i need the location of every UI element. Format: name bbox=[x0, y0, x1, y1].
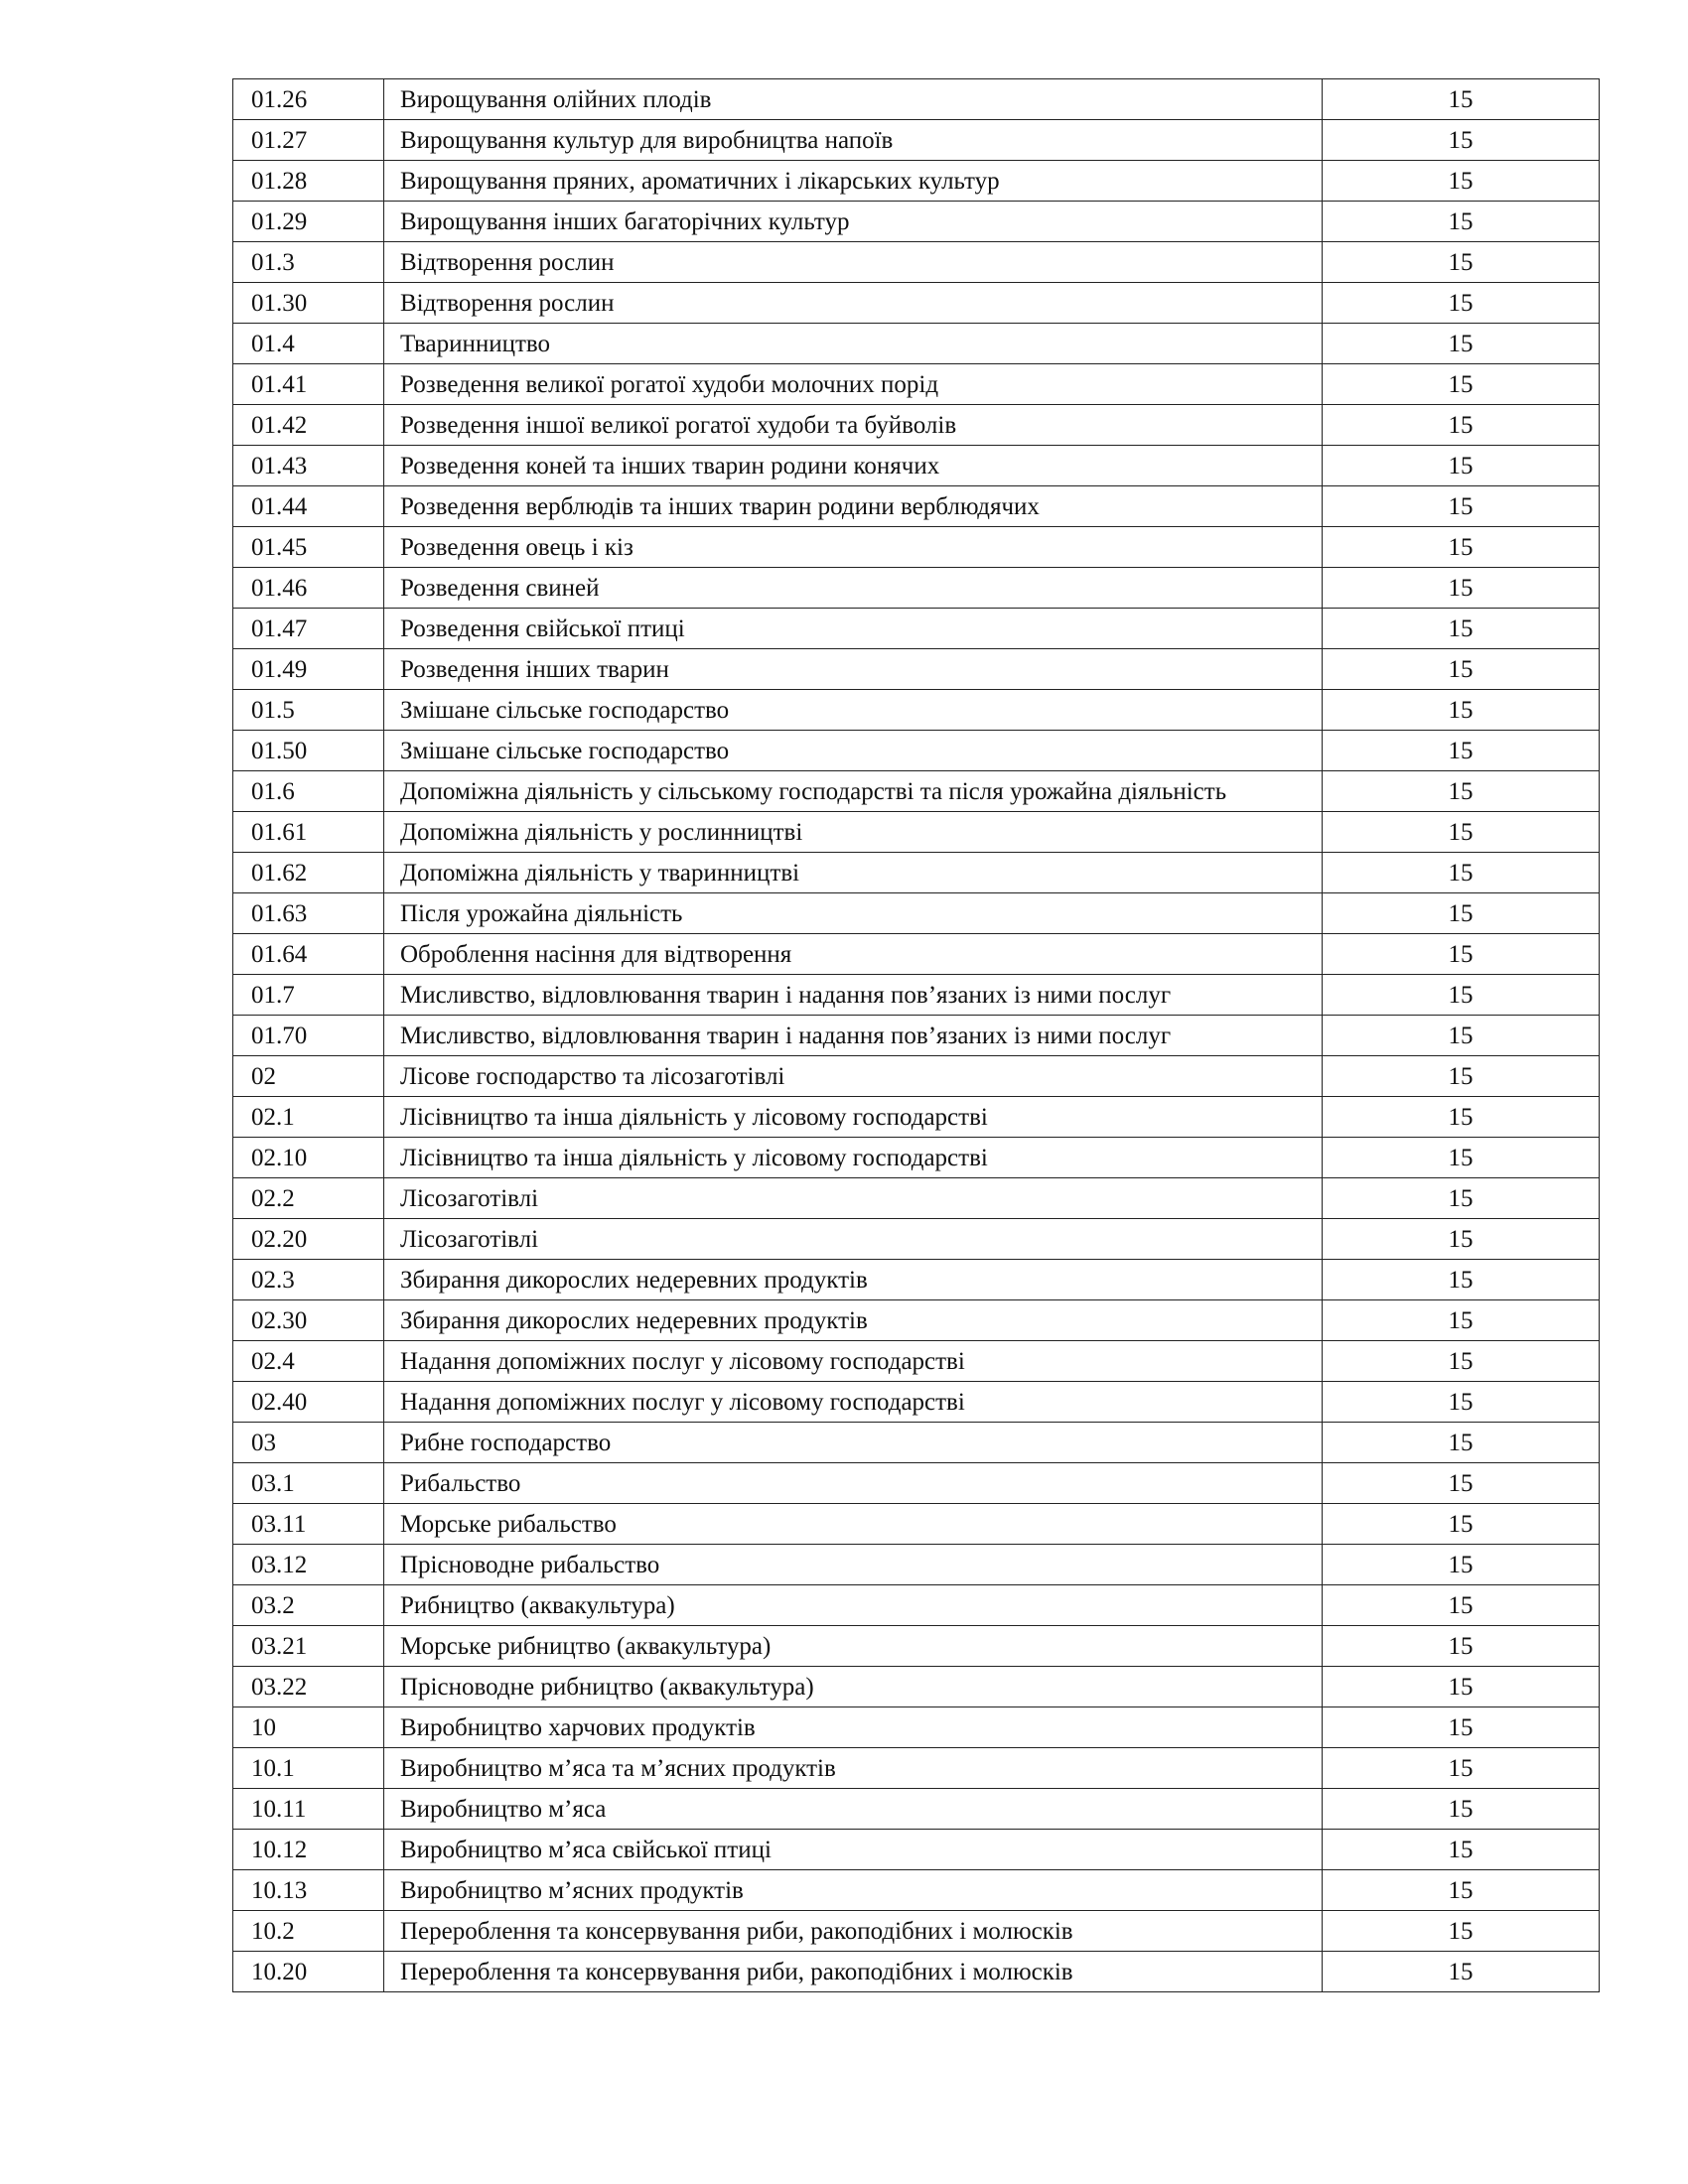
table-row bbox=[233, 1260, 1600, 1300]
table-row bbox=[233, 568, 1600, 609]
table-row bbox=[233, 1097, 1600, 1138]
activity-code-cell: 02.40 bbox=[233, 1382, 384, 1423]
activity-code-cell: 03.1 bbox=[233, 1463, 384, 1504]
rate-cell: 15 bbox=[1323, 1504, 1600, 1545]
activity-code-cell: 01.3 bbox=[233, 242, 384, 283]
table-row bbox=[233, 446, 1600, 486]
table-row bbox=[233, 771, 1600, 812]
rate-cell: 15 bbox=[1323, 812, 1600, 853]
activity-code-cell: 10.20 bbox=[233, 1952, 384, 1992]
rate-cell: 15 bbox=[1323, 1707, 1600, 1748]
activity-code-cell: 10.1 bbox=[233, 1748, 384, 1789]
activity-name-cell: Розведення свійської птиці bbox=[384, 609, 1323, 649]
table-row bbox=[233, 527, 1600, 568]
activity-name-cell: Надання допоміжних послуг у лісовому господарстві bbox=[384, 1341, 1323, 1382]
table-row bbox=[233, 893, 1600, 934]
rate-cell: 15 bbox=[1323, 364, 1600, 405]
activity-code-cell: 03 bbox=[233, 1423, 384, 1463]
table-row bbox=[233, 283, 1600, 324]
table-row bbox=[233, 324, 1600, 364]
activity-name-cell: Перероблення та консервування риби, ракоподібних і молюсків bbox=[384, 1911, 1323, 1952]
table-row bbox=[233, 1626, 1600, 1667]
activity-code-cell: 01.5 bbox=[233, 690, 384, 731]
activity-code-cell: 02.1 bbox=[233, 1097, 384, 1138]
activity-name-cell: Збирання дикорослих недеревних продуктів bbox=[384, 1300, 1323, 1341]
activity-name-cell: Лісівництво та інша діяльність у лісовому господарстві bbox=[384, 1138, 1323, 1178]
table-row bbox=[233, 975, 1600, 1016]
activity-code-cell: 03.21 bbox=[233, 1626, 384, 1667]
activity-code-cell: 01.27 bbox=[233, 120, 384, 161]
activity-name-cell: Прісноводне рибництво (аквакультура) bbox=[384, 1667, 1323, 1707]
rate-cell: 15 bbox=[1323, 1056, 1600, 1097]
table-row bbox=[233, 1016, 1600, 1056]
rate-cell: 15 bbox=[1323, 1097, 1600, 1138]
rate-cell: 15 bbox=[1323, 1789, 1600, 1830]
rate-cell: 15 bbox=[1323, 934, 1600, 975]
rate-cell: 15 bbox=[1323, 1138, 1600, 1178]
activity-code-cell: 01.64 bbox=[233, 934, 384, 975]
activity-code-cell: 10.13 bbox=[233, 1870, 384, 1911]
table-row bbox=[233, 1423, 1600, 1463]
activity-code-cell: 01.62 bbox=[233, 853, 384, 893]
activity-code-cell: 01.28 bbox=[233, 161, 384, 202]
activity-code-cell: 01.44 bbox=[233, 486, 384, 527]
activity-name-cell: Виробництво м’яса свійської птиці bbox=[384, 1830, 1323, 1870]
rate-cell: 15 bbox=[1323, 1830, 1600, 1870]
rate-cell: 15 bbox=[1323, 690, 1600, 731]
table-row bbox=[233, 1300, 1600, 1341]
activity-name-cell: Збирання дикорослих недеревних продуктів bbox=[384, 1260, 1323, 1300]
activity-name-cell: Розведення великої рогатої худоби молочних порід bbox=[384, 364, 1323, 405]
activity-code-cell: 01.29 bbox=[233, 202, 384, 242]
table-row bbox=[233, 1219, 1600, 1260]
activity-code-cell: 01.45 bbox=[233, 527, 384, 568]
table-row bbox=[233, 161, 1600, 202]
table-row bbox=[233, 1952, 1600, 1992]
table-row bbox=[233, 609, 1600, 649]
rate-cell: 15 bbox=[1323, 1341, 1600, 1382]
table-row bbox=[233, 1138, 1600, 1178]
activity-name-cell: Лісове господарство та лісозаготівлі bbox=[384, 1056, 1323, 1097]
activity-code-cell: 01.63 bbox=[233, 893, 384, 934]
activity-name-cell: Змішане сільське господарство bbox=[384, 731, 1323, 771]
table-row bbox=[233, 812, 1600, 853]
activity-name-cell: Допоміжна діяльність у рослинництві bbox=[384, 812, 1323, 853]
activity-code-cell: 02.3 bbox=[233, 1260, 384, 1300]
activity-name-cell: Вирощування культур для виробництва напоїв bbox=[384, 120, 1323, 161]
activity-name-cell: Надання допоміжних послуг у лісовому господарстві bbox=[384, 1382, 1323, 1423]
rate-cell: 15 bbox=[1323, 1016, 1600, 1056]
activity-name-cell: Виробництво м’яса та м’ясних продуктів bbox=[384, 1748, 1323, 1789]
table-row bbox=[233, 405, 1600, 446]
activity-code-cell: 01.46 bbox=[233, 568, 384, 609]
activity-name-cell: Рибальство bbox=[384, 1463, 1323, 1504]
table-row bbox=[233, 120, 1600, 161]
table-row bbox=[233, 1504, 1600, 1545]
activity-name-cell: Оброблення насіння для відтворення bbox=[384, 934, 1323, 975]
table-row bbox=[233, 1545, 1600, 1585]
activity-code-cell: 02.30 bbox=[233, 1300, 384, 1341]
activity-name-cell: Тваринництво bbox=[384, 324, 1323, 364]
activity-name-cell: Вирощування олійних плодів bbox=[384, 79, 1323, 120]
activity-code-cell: 01.6 bbox=[233, 771, 384, 812]
activity-code-cell: 01.50 bbox=[233, 731, 384, 771]
table-row bbox=[233, 731, 1600, 771]
activity-code-cell: 01.4 bbox=[233, 324, 384, 364]
rate-cell: 15 bbox=[1323, 1219, 1600, 1260]
activity-name-cell: Перероблення та консервування риби, ракоподібних і молюсків bbox=[384, 1952, 1323, 1992]
activity-name-cell: Допоміжна діяльність у сільському господарстві та після урожайна діяльність bbox=[384, 771, 1323, 812]
table-row bbox=[233, 1341, 1600, 1382]
activity-name-cell: Прісноводне рибальство bbox=[384, 1545, 1323, 1585]
rate-cell: 15 bbox=[1323, 242, 1600, 283]
activity-code-cell: 02.2 bbox=[233, 1178, 384, 1219]
activity-code-cell: 01.70 bbox=[233, 1016, 384, 1056]
activity-name-cell: Розведення свиней bbox=[384, 568, 1323, 609]
table-row bbox=[233, 649, 1600, 690]
table-row bbox=[233, 1585, 1600, 1626]
activity-code-cell: 10.12 bbox=[233, 1830, 384, 1870]
table-row bbox=[233, 934, 1600, 975]
table-row bbox=[233, 1748, 1600, 1789]
table-row bbox=[233, 1789, 1600, 1830]
rate-cell: 15 bbox=[1323, 1178, 1600, 1219]
rate-cell: 15 bbox=[1323, 446, 1600, 486]
activity-name-cell: Лісівництво та інша діяльність у лісовому господарстві bbox=[384, 1097, 1323, 1138]
rate-cell: 15 bbox=[1323, 1911, 1600, 1952]
activity-name-cell: Рибництво (аквакультура) bbox=[384, 1585, 1323, 1626]
activity-code-cell: 01.26 bbox=[233, 79, 384, 120]
activity-name-cell: Мисливство, відловлювання тварин і надання пов’язаних із ними послуг bbox=[384, 975, 1323, 1016]
rate-cell: 15 bbox=[1323, 975, 1600, 1016]
activity-code-cell: 01.49 bbox=[233, 649, 384, 690]
table-row bbox=[233, 690, 1600, 731]
activity-code-cell: 01.43 bbox=[233, 446, 384, 486]
activity-code-cell: 02.10 bbox=[233, 1138, 384, 1178]
table-row bbox=[233, 79, 1600, 120]
rate-cell: 15 bbox=[1323, 1870, 1600, 1911]
rate-cell: 15 bbox=[1323, 649, 1600, 690]
rate-cell: 15 bbox=[1323, 324, 1600, 364]
activity-name-cell: Виробництво м’яса bbox=[384, 1789, 1323, 1830]
rate-cell: 15 bbox=[1323, 1585, 1600, 1626]
rate-cell: 15 bbox=[1323, 202, 1600, 242]
rate-cell: 15 bbox=[1323, 1545, 1600, 1585]
rate-cell: 15 bbox=[1323, 161, 1600, 202]
rate-cell: 15 bbox=[1323, 527, 1600, 568]
rate-cell: 15 bbox=[1323, 120, 1600, 161]
rate-cell: 15 bbox=[1323, 1952, 1600, 1992]
table-row bbox=[233, 1830, 1600, 1870]
activity-name-cell: Лісозаготівлі bbox=[384, 1178, 1323, 1219]
activity-code-cell: 01.41 bbox=[233, 364, 384, 405]
rate-cell: 15 bbox=[1323, 79, 1600, 120]
activity-name-cell: Відтворення рослин bbox=[384, 283, 1323, 324]
activity-code-cell: 10 bbox=[233, 1707, 384, 1748]
activity-name-cell: Розведення інших тварин bbox=[384, 649, 1323, 690]
activity-code-cell: 03.2 bbox=[233, 1585, 384, 1626]
rate-cell: 15 bbox=[1323, 568, 1600, 609]
rate-cell: 15 bbox=[1323, 1667, 1600, 1707]
activity-codes-table bbox=[232, 78, 1600, 1992]
activity-name-cell: Виробництво м’ясних продуктів bbox=[384, 1870, 1323, 1911]
rate-cell: 15 bbox=[1323, 1260, 1600, 1300]
rate-cell: 15 bbox=[1323, 609, 1600, 649]
activity-code-cell: 01.7 bbox=[233, 975, 384, 1016]
rate-cell: 15 bbox=[1323, 853, 1600, 893]
activity-name-cell: Мисливство, відловлювання тварин і надання пов’язаних із ними послуг bbox=[384, 1016, 1323, 1056]
table-body bbox=[233, 79, 1600, 1992]
activity-name-cell: Розведення коней та інших тварин родини конячих bbox=[384, 446, 1323, 486]
rate-cell: 15 bbox=[1323, 731, 1600, 771]
table-row bbox=[233, 1463, 1600, 1504]
activity-name-cell: Розведення іншої великої рогатої худоби та буйволів bbox=[384, 405, 1323, 446]
table-row bbox=[233, 853, 1600, 893]
activity-code-cell: 02 bbox=[233, 1056, 384, 1097]
activity-code-cell: 03.11 bbox=[233, 1504, 384, 1545]
activity-code-cell: 02.20 bbox=[233, 1219, 384, 1260]
activity-code-cell: 01.47 bbox=[233, 609, 384, 649]
table-row bbox=[233, 1178, 1600, 1219]
rate-cell: 15 bbox=[1323, 1626, 1600, 1667]
activity-name-cell: Лісозаготівлі bbox=[384, 1219, 1323, 1260]
table-row bbox=[233, 242, 1600, 283]
activity-name-cell: Вирощування пряних, ароматичних і лікарських культур bbox=[384, 161, 1323, 202]
activity-code-cell: 10.2 bbox=[233, 1911, 384, 1952]
activity-name-cell: Виробництво харчових продуктів bbox=[384, 1707, 1323, 1748]
table-row bbox=[233, 1870, 1600, 1911]
activity-code-cell: 03.22 bbox=[233, 1667, 384, 1707]
rate-cell: 15 bbox=[1323, 893, 1600, 934]
table-row bbox=[233, 1707, 1600, 1748]
rate-cell: 15 bbox=[1323, 1748, 1600, 1789]
table-row bbox=[233, 486, 1600, 527]
table-row bbox=[233, 364, 1600, 405]
rate-cell: 15 bbox=[1323, 486, 1600, 527]
rate-cell: 15 bbox=[1323, 1300, 1600, 1341]
rate-cell: 15 bbox=[1323, 1463, 1600, 1504]
activity-name-cell: Морське рибництво (аквакультура) bbox=[384, 1626, 1323, 1667]
activity-name-cell: Розведення овець і кіз bbox=[384, 527, 1323, 568]
activity-code-cell: 02.4 bbox=[233, 1341, 384, 1382]
rate-cell: 15 bbox=[1323, 771, 1600, 812]
activity-code-cell: 03.12 bbox=[233, 1545, 384, 1585]
table-row bbox=[233, 1382, 1600, 1423]
rate-cell: 15 bbox=[1323, 1423, 1600, 1463]
table-row bbox=[233, 1056, 1600, 1097]
activity-name-cell: Після урожайна діяльність bbox=[384, 893, 1323, 934]
activity-name-cell: Допоміжна діяльність у тваринництві bbox=[384, 853, 1323, 893]
activity-code-cell: 01.42 bbox=[233, 405, 384, 446]
rate-cell: 15 bbox=[1323, 405, 1600, 446]
table-row bbox=[233, 1667, 1600, 1707]
activity-code-cell: 01.30 bbox=[233, 283, 384, 324]
activity-name-cell: Вирощування інших багаторічних культур bbox=[384, 202, 1323, 242]
activity-code-cell: 10.11 bbox=[233, 1789, 384, 1830]
rate-cell: 15 bbox=[1323, 283, 1600, 324]
activity-code-cell: 01.61 bbox=[233, 812, 384, 853]
activity-name-cell: Змішане сільське господарство bbox=[384, 690, 1323, 731]
rate-cell: 15 bbox=[1323, 1382, 1600, 1423]
table-row bbox=[233, 202, 1600, 242]
activity-name-cell: Розведення верблюдів та інших тварин родини верблюдячих bbox=[384, 486, 1323, 527]
table-row bbox=[233, 1911, 1600, 1952]
activity-name-cell: Рибне господарство bbox=[384, 1423, 1323, 1463]
activity-name-cell: Відтворення рослин bbox=[384, 242, 1323, 283]
activity-name-cell: Морське рибальство bbox=[384, 1504, 1323, 1545]
